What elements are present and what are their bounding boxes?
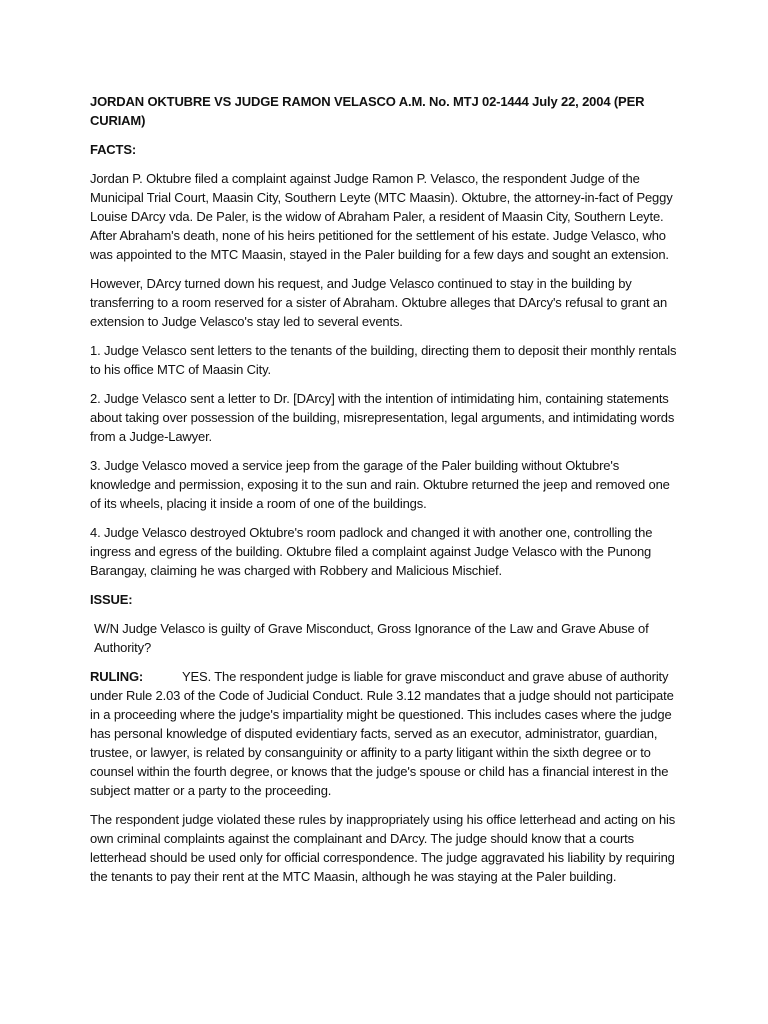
- ruling-label: RULING:: [90, 669, 144, 684]
- facts-paragraph: Jordan P. Oktubre filed a complaint against Judge Ramon P. Velasco, the respondent Judge of the Municipal Trial Court, Maasin City, Southern Leyte (MTC Maasin). Oktubre, the attorney-in-fact of Peggy Louise DArcy vda. De Paler, is the widow of Abraham Paler, a resident of Maasin City, Southern Leyte. After Abraham's death, none of his heirs petitioned for the settlement of his estate. Judge Velasco, who was appointed to the MTC Maasin, stayed in the Paler building for a few days and sought an extension.: [90, 171, 673, 262]
- facts-paragraph: However, DArcy turned down his request, and Judge Velasco continued to stay in the building by transferring to a room reserved for a sister of Abraham. Oktubre alleges that DArcy's refusal to grant an extension to Judge Velasco's stay led to several events.: [90, 276, 668, 329]
- ruling-text: YES. The respondent judge is liable for grave misconduct and grave abuse of authority under Rule 2.03 of the Code of Judicial Conduct. Rule 3.12 mandates that a judge should not participate in a proceeding where the judge's impartiality might be questioned. This includes cases where the judge has personal knowledge of disputed evidentiary facts, served as an executor, administrator, guardian, trustee, or lawyer, is related by consanguinity or affinity to a party litigant within the sixth degree or to counsel within the fourth degree, or knows that the judge's spouse or child has a financial interest in the subject matter or a party to the proceeding.: [90, 669, 674, 798]
- issue-text: W/N Judge Velasco is guilty of Grave Misconduct, Gross Ignorance of the Law and Grave Abuse of Authority?: [94, 621, 649, 655]
- facts-item-1: 1. Judge Velasco sent letters to the tenants of the building, directing them to deposit their monthly rentals to his office MTC of Maasin City.: [90, 343, 677, 377]
- closing-paragraph: The respondent judge violated these rules by inappropriately using his office letterhead and acting on his own criminal complaints against the complainant and DArcy. The judge should know that a courts letterhead should be used only for official correspondence. The judge aggravated his liability by requiring the tenants to pay their rent at the MTC Maasin, although he was staying at the Paler building.: [90, 812, 676, 884]
- facts-heading: FACTS:: [90, 142, 137, 157]
- facts-item-3: 3. Judge Velasco moved a service jeep from the garage of the Paler building without Oktubre's knowledge and permission, exposing it to the sun and rain. Oktubre returned the jeep and removed one of its wheels, placing it inside a room of one of the buildings.: [90, 458, 670, 511]
- case-title: JORDAN OKTUBRE VS JUDGE RAMON VELASCO A.M. No. MTJ 02-1444 July 22, 2004 (PER CURIAM): [90, 94, 645, 128]
- facts-item-4: 4. Judge Velasco destroyed Oktubre's room padlock and changed it with another one, controlling the ingress and egress of the building. Oktubre filed a complaint against Judge Velasco with the Punong Barangay, claiming he was charged with Robbery and Malicious Mischief.: [90, 525, 653, 578]
- facts-item-2: 2. Judge Velasco sent a letter to Dr. [DArcy] with the intention of intimidating him, containing statements about taking over possession of the building, misrepresentation, legal arguments, and intimidating words from a Judge-Lawyer.: [90, 391, 675, 444]
- document-page: [90, 92, 680, 896]
- ruling-paragraph: [90, 667, 680, 800]
- issue-heading: ISSUE:: [90, 592, 133, 607]
